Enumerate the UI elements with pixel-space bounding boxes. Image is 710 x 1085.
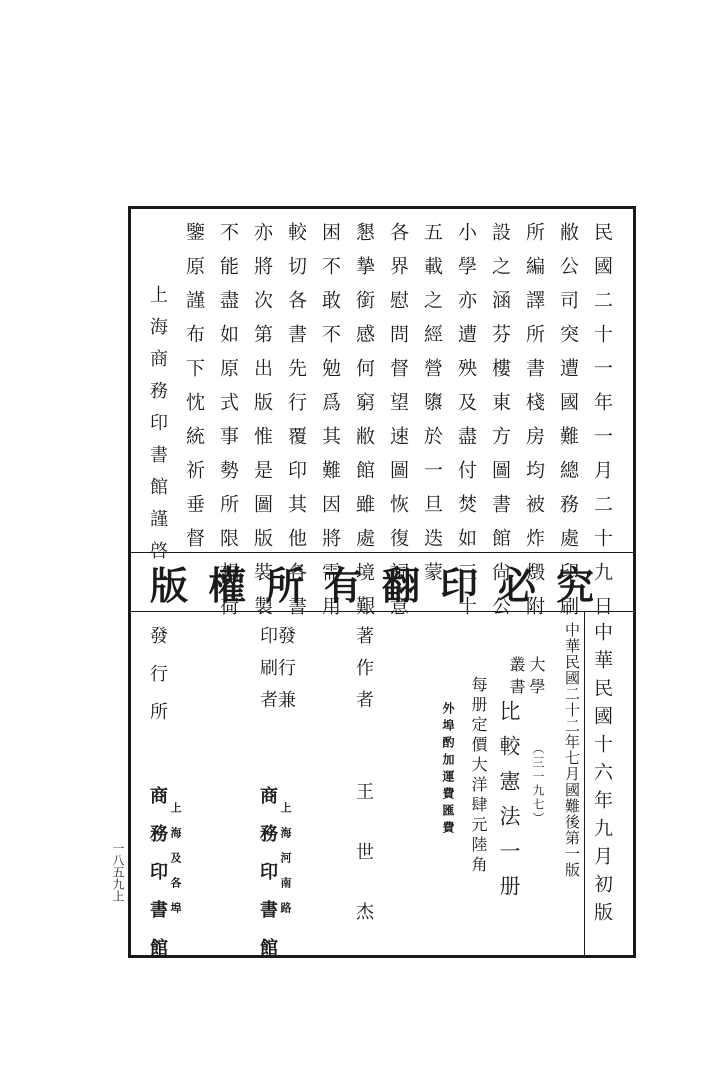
notice-line-2: 敝公司突遭國難總務處印刷 xyxy=(557,222,579,630)
publisher-address: 上海河南路 xyxy=(279,802,292,927)
notice-line-7: 各界慰問督望速圖恢復詞意 xyxy=(387,222,409,630)
series-line-1: 大學 xyxy=(527,656,546,700)
notice-line-1: 民國二十一年一月二十九日 xyxy=(591,222,613,630)
banner-bottom-rule xyxy=(131,611,633,612)
publisher-label-col1: 發行兼 xyxy=(275,626,296,722)
notice-line-12: 不能盡如原式事勢所限想荷 xyxy=(217,222,239,630)
notice-line-10: 較切各書先行覆印其他各書 xyxy=(285,222,307,630)
notice-line-6: 五載之經營隳於一旦迭蒙 xyxy=(421,222,443,596)
book-price: 每册定價大洋肆元陸角 xyxy=(469,676,488,876)
book-title: 比較憲法一册 xyxy=(497,700,521,910)
edition-divider xyxy=(584,612,585,955)
banner-top-rule xyxy=(131,552,633,553)
distributor-label: 發行所 xyxy=(147,626,168,740)
series-line-2: 叢書 xyxy=(507,656,526,700)
distributor-address: 上海及各埠 xyxy=(169,802,182,927)
author-name: 王世杰 xyxy=(353,782,374,962)
notice-signature: 上海商務印書館謹啓 xyxy=(147,285,168,573)
edition-line-1: 中華民國十六年九月初版 xyxy=(591,622,613,930)
edition-line-2: 中華民國二十二年七月國難後第一版 xyxy=(563,622,581,878)
notice-line-3: 所編譯所書棧房均被炸燬附 xyxy=(523,222,545,630)
publisher-label-col2: 印刷者 xyxy=(257,626,278,722)
notice-line-5: 小學亦遭殃及盡付焚如三十 xyxy=(455,222,477,630)
book-number: （三一九七） xyxy=(531,742,545,826)
distributor-name: 商務印書館 xyxy=(147,786,168,976)
notice-line-13: 鑒原謹布下忱統祈垂督 xyxy=(183,222,205,562)
copyright-banner: 版權所有翻印必究 xyxy=(149,562,614,608)
notice-line-8: 懇摯銜感何窮敝館雖處境艱 xyxy=(353,222,375,630)
notice-line-11: 亦將次第出版惟是圖版裝製 xyxy=(251,222,273,630)
notice-line-4: 設之涵芬樓東方圖書館尙公 xyxy=(489,222,511,630)
book-surcharge: 外埠酌加運費匯費 xyxy=(441,702,455,838)
notice-line-9: 困不敢不勉爲其難因將需用 xyxy=(319,222,341,630)
publisher-name: 商務印書館 xyxy=(257,786,278,976)
margin-page-number: 一八五九上 xyxy=(111,842,125,902)
author-label: 著作者 xyxy=(353,626,374,722)
